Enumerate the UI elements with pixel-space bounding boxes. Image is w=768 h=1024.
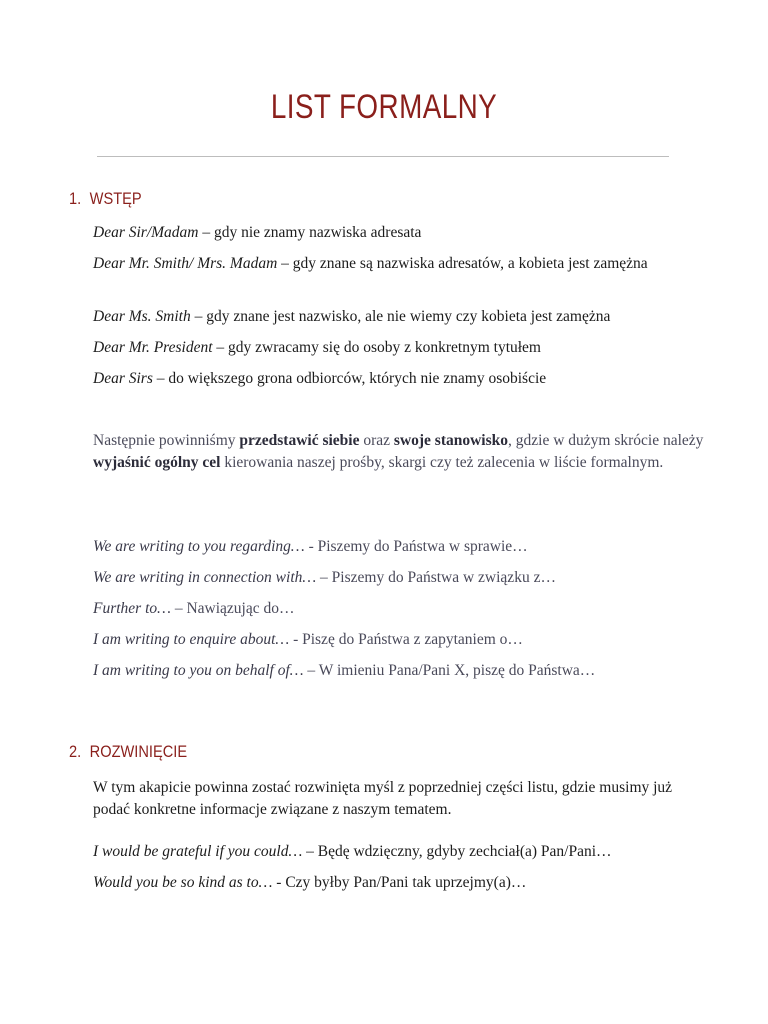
paragraph-emphasis: przedstawić siebie bbox=[239, 432, 360, 449]
salutation-item bbox=[93, 306, 705, 328]
phrase-item bbox=[93, 629, 705, 651]
phrase-english: Further to… bbox=[93, 600, 171, 617]
phrase-english: I am writing to enquire about… bbox=[93, 631, 290, 648]
section-number: 1. bbox=[69, 189, 82, 208]
phrase-polish: – Piszemy do Państwa w związku z… bbox=[316, 569, 556, 586]
salutation-desc: – do większego grona odbiorców, których nie znamy osobiście bbox=[152, 370, 547, 387]
salutation-desc: – gdy znane jest nazwisko, ale nie wiemy czy kobieta jest zamężna bbox=[190, 308, 611, 325]
salutation-desc: – gdy zwracamy się do osoby z konkretnym tytułem bbox=[212, 339, 541, 356]
salutation-item bbox=[93, 368, 705, 390]
page-title: LIST FORMALNY bbox=[270, 88, 498, 126]
salutation-desc: – gdy znane są nazwiska adresatów, a kobieta jest zamężna bbox=[277, 255, 648, 272]
phrase-item bbox=[93, 660, 705, 682]
phrase-english: We are writing in connection with… bbox=[93, 569, 317, 586]
paragraph-emphasis: swoje stanowisko bbox=[393, 432, 509, 449]
phrase-polish: - Czy byłby Pan/Pani tak uprzejmy(a)… bbox=[272, 874, 527, 891]
phrase-item bbox=[93, 872, 705, 894]
paragraph-text: Następnie powinniśmy bbox=[93, 432, 240, 449]
phrase-polish: - Piszemy do Państwa w sprawie… bbox=[304, 538, 528, 555]
section-heading-development bbox=[69, 742, 187, 762]
section-title: WSTĘP bbox=[89, 189, 142, 208]
paragraph-text: oraz bbox=[359, 432, 394, 449]
paragraph-emphasis: wyjaśnić ogólny cel bbox=[93, 453, 221, 471]
phrase-polish: - Piszę do Państwa z zapytaniem o… bbox=[289, 631, 523, 648]
salutation-item bbox=[93, 253, 683, 275]
phrase-item bbox=[93, 841, 705, 863]
development-paragraph: W tym akapicie powinna zostać rozwinięta myśl z poprzedniej części listu, gdzie musimy już podać konkretne informacje związane z naszym tematem. bbox=[93, 779, 673, 818]
salutation-item bbox=[93, 337, 705, 359]
phrase-item bbox=[93, 598, 705, 620]
paragraph-text: , gdzie w dużym skrócie należy bbox=[508, 432, 704, 449]
phrase-english: We are writing to you regarding… bbox=[93, 538, 305, 555]
salutation-phrase: Dear Ms. Smith bbox=[93, 308, 191, 325]
intro-paragraph bbox=[93, 430, 705, 473]
salutation-phrase: Dear Sirs bbox=[93, 370, 153, 387]
title-divider bbox=[97, 156, 669, 157]
salutation-desc: – gdy nie znamy nazwiska adresata bbox=[198, 224, 422, 241]
section-number: 2. bbox=[69, 742, 82, 761]
phrase-item bbox=[93, 536, 705, 558]
phrase-polish: – Będę wdzięczny, gdyby zechciał(a) Pan/Pani… bbox=[302, 843, 612, 860]
paragraph-text: kierowania naszej prośby, skargi czy też zalecenia w liście formalnym. bbox=[220, 453, 664, 471]
salutation-phrase: Dear Mr. President bbox=[93, 339, 213, 356]
section-title: ROZWINIĘCIE bbox=[89, 742, 188, 761]
section-heading-intro bbox=[69, 189, 142, 209]
salutation-item bbox=[93, 222, 705, 244]
phrase-english: I would be grateful if you could… bbox=[93, 843, 303, 860]
salutation-phrase: Dear Mr. Smith/ Mrs. Madam bbox=[93, 255, 278, 272]
phrase-polish: – Nawiązując do… bbox=[170, 600, 295, 617]
phrase-item bbox=[93, 567, 705, 589]
salutation-phrase: Dear Sir/Madam bbox=[93, 224, 199, 241]
phrase-english: I am writing to you on behalf of… bbox=[93, 662, 304, 679]
phrase-english: Would you be so kind as to… bbox=[93, 874, 273, 891]
phrase-polish: – W imieniu Pana/Pani X, piszę do Państwa… bbox=[303, 662, 596, 679]
